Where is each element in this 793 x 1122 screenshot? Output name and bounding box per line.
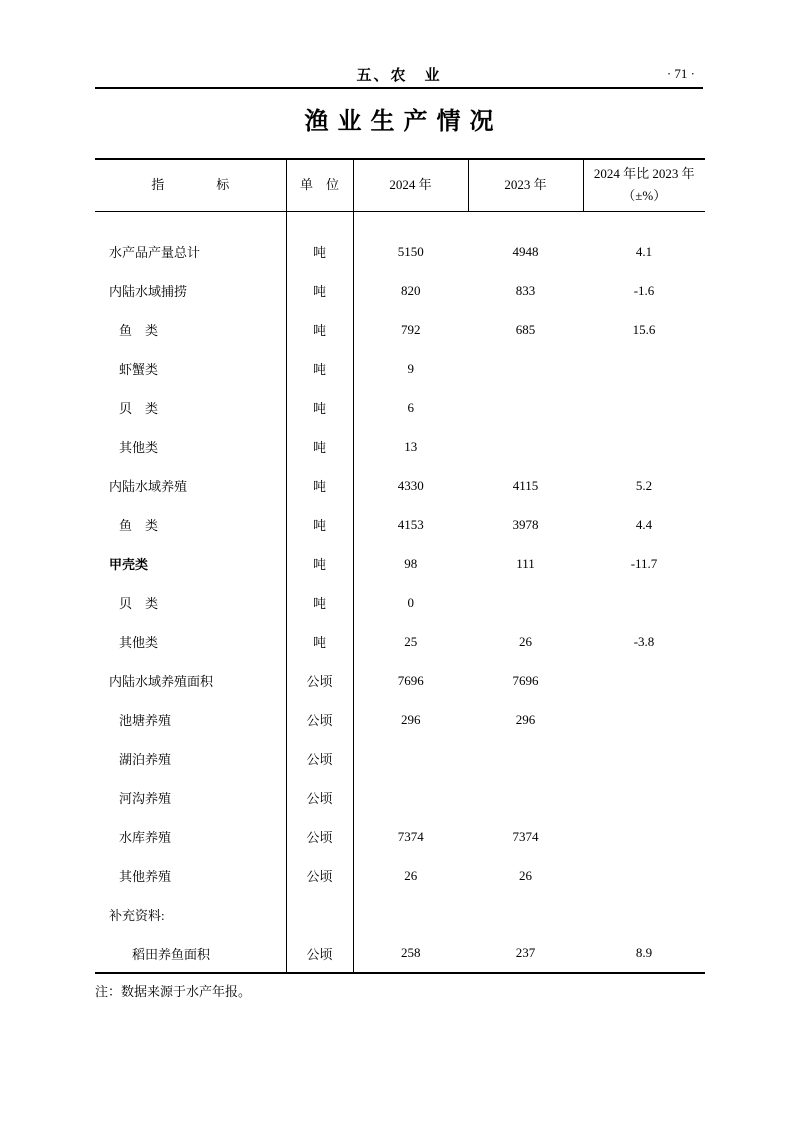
value-2024-cell (353, 895, 468, 934)
value-2024-cell: 9 (407, 360, 414, 376)
column-header-unit: 单 位 (286, 159, 353, 211)
change-percent-cell: 4.1 (635, 243, 653, 259)
value-2024-cell (353, 739, 468, 778)
value-2024-cell: 7374 (397, 828, 424, 844)
unit-cell: 吨 (286, 466, 353, 505)
table-row (95, 817, 705, 856)
indicator-cell: 鱼 类 (95, 310, 286, 349)
change-percent-cell: -3.8 (633, 633, 655, 649)
table-header-row (95, 159, 705, 211)
header-rule (95, 87, 703, 89)
change-percent-cell: 15.6 (632, 321, 656, 337)
table-row (95, 505, 705, 544)
value-2024-cell: 296 (401, 711, 421, 727)
value-2023-cell (468, 739, 583, 778)
change-percent-cell (583, 739, 705, 778)
table-row (95, 349, 705, 388)
indicator-cell: 内陆水域养殖面积 (95, 661, 286, 700)
page-number: · 71 · (666, 66, 695, 81)
table-spacer (95, 211, 705, 232)
change-percent-cell (583, 388, 705, 427)
table-row (95, 544, 705, 583)
indicator-cell: 虾蟹类 (95, 349, 286, 388)
column-header-change (583, 159, 705, 211)
table-row (95, 310, 705, 349)
column-header-indicator: 指 标 (95, 159, 286, 211)
change-percent-cell (583, 856, 705, 895)
unit-cell: 公顷 (286, 700, 353, 739)
change-percent-cell: 5.2 (635, 477, 653, 493)
value-2023-cell (468, 349, 583, 388)
value-2023-cell: 296 (515, 711, 536, 727)
table-row (95, 622, 705, 661)
table-row (95, 232, 705, 271)
table-footnote: 注：数据来源于水产年报。 (95, 984, 252, 999)
change-percent-cell: -1.6 (633, 282, 655, 298)
indicator-cell: 水库养殖 (95, 817, 286, 856)
unit-cell: 吨 (286, 271, 353, 310)
table-header (95, 159, 705, 211)
indicator-cell: 河沟养殖 (95, 778, 286, 817)
value-2024-cell: 13 (404, 438, 418, 454)
column-header-2023: 2023 年 (468, 159, 583, 211)
indicator-cell: 内陆水域捕捞 (95, 271, 286, 310)
value-2023-cell: 833 (515, 282, 536, 298)
table-row (95, 739, 705, 778)
value-2023-cell: 26 (519, 867, 532, 883)
value-2024-cell: 258 (353, 934, 468, 973)
value-2024-cell: 0 (407, 594, 414, 610)
column-header-change-line1: 2024 年比 2023 年 (593, 166, 695, 182)
value-2024-cell: 820 (401, 282, 421, 298)
table-row (95, 895, 705, 934)
value-2024-cell: 792 (401, 321, 421, 337)
value-2023-cell: 3978 (512, 516, 539, 532)
value-2023-cell: 4115 (512, 477, 539, 493)
change-percent-cell (583, 661, 705, 700)
table-row (95, 583, 705, 622)
unit-cell: 吨 (286, 544, 353, 583)
value-2023-cell: 237 (468, 934, 583, 973)
value-2023-cell (468, 388, 583, 427)
table-row (95, 934, 705, 973)
indicator-cell: 其他养殖 (95, 856, 286, 895)
value-2024-cell: 4330 (397, 477, 424, 493)
page-title: 渔业生产情况 (304, 109, 503, 135)
change-percent-cell (583, 700, 705, 739)
indicator-cell: 甲壳类 (95, 544, 286, 583)
chapter-heading: 五、农 业 (356, 68, 442, 84)
spacer-cell (286, 211, 353, 232)
table-row (95, 388, 705, 427)
unit-cell: 公顷 (286, 856, 353, 895)
indicator-cell: 水产品产量总计 (95, 232, 286, 271)
table-row (95, 661, 705, 700)
value-2024-cell: 6 (407, 399, 414, 415)
spacer-cell (353, 211, 468, 232)
change-percent-cell (583, 817, 705, 856)
indicator-cell: 贝 类 (95, 388, 286, 427)
change-percent-cell (583, 778, 705, 817)
value-2023-cell: 26 (519, 633, 532, 649)
value-2023-cell: 7374 (512, 828, 539, 844)
table-row (95, 271, 705, 310)
value-2023-cell: 4948 (512, 243, 539, 259)
unit-cell: 公顷 (286, 661, 353, 700)
indicator-cell: 湖泊养殖 (95, 739, 286, 778)
value-2023-cell (468, 895, 583, 934)
value-2024-cell (353, 778, 468, 817)
indicator-cell: 稻田养鱼面积 (95, 934, 286, 973)
value-2023-cell: 685 (515, 321, 536, 337)
indicator-cell: 鱼 类 (95, 505, 286, 544)
table-row (95, 700, 705, 739)
change-percent-cell (583, 349, 705, 388)
unit-cell: 吨 (286, 232, 353, 271)
unit-cell: 吨 (286, 310, 353, 349)
value-2023-cell (468, 427, 583, 466)
value-2024-cell: 5150 (397, 243, 424, 259)
column-header-change-line2: （±%） (622, 188, 667, 204)
indicator-cell: 池塘养殖 (95, 700, 286, 739)
unit-cell: 吨 (286, 388, 353, 427)
unit-cell: 公顷 (286, 934, 353, 973)
change-percent-cell: 8.9 (583, 934, 705, 973)
indicator-cell: 贝 类 (95, 583, 286, 622)
change-percent-cell: 4.4 (635, 516, 653, 532)
table-body (95, 232, 705, 973)
indicator-cell: 补充资料: (95, 895, 286, 934)
value-2023-cell (468, 778, 583, 817)
unit-cell (286, 895, 353, 934)
spacer-cell (95, 211, 286, 232)
column-header-2024: 2024 年 (353, 159, 468, 211)
indicator-cell: 内陆水域养殖 (95, 466, 286, 505)
unit-cell: 吨 (286, 349, 353, 388)
change-percent-cell (583, 895, 705, 934)
value-2024-cell: 25 (404, 633, 418, 649)
change-percent-cell (583, 427, 705, 466)
value-2024-cell: 98 (404, 555, 418, 571)
unit-cell: 吨 (286, 427, 353, 466)
table-row (95, 466, 705, 505)
value-2023-cell: 111 (516, 555, 535, 571)
running-header (95, 62, 703, 86)
spacer-cell (583, 211, 705, 232)
table-row (95, 856, 705, 895)
value-2024-cell: 7696 (397, 672, 424, 688)
spacer-cell (468, 211, 583, 232)
unit-cell: 吨 (286, 622, 353, 661)
value-2024-cell: 4153 (397, 516, 424, 532)
value-2024-cell: 26 (404, 867, 418, 883)
unit-cell: 吨 (286, 505, 353, 544)
unit-cell: 公顷 (286, 817, 353, 856)
unit-cell: 公顷 (286, 739, 353, 778)
table-row (95, 778, 705, 817)
value-2023-cell (468, 583, 583, 622)
indicator-cell: 其他类 (95, 427, 286, 466)
unit-cell: 公顷 (286, 778, 353, 817)
table-row (95, 427, 705, 466)
value-2023-cell: 7696 (512, 672, 539, 688)
spacer-row (95, 211, 705, 232)
indicator-cell: 其他类 (95, 622, 286, 661)
unit-cell: 吨 (286, 583, 353, 622)
fishery-production-table (95, 158, 705, 974)
change-percent-cell: -11.7 (630, 555, 658, 571)
change-percent-cell (583, 583, 705, 622)
